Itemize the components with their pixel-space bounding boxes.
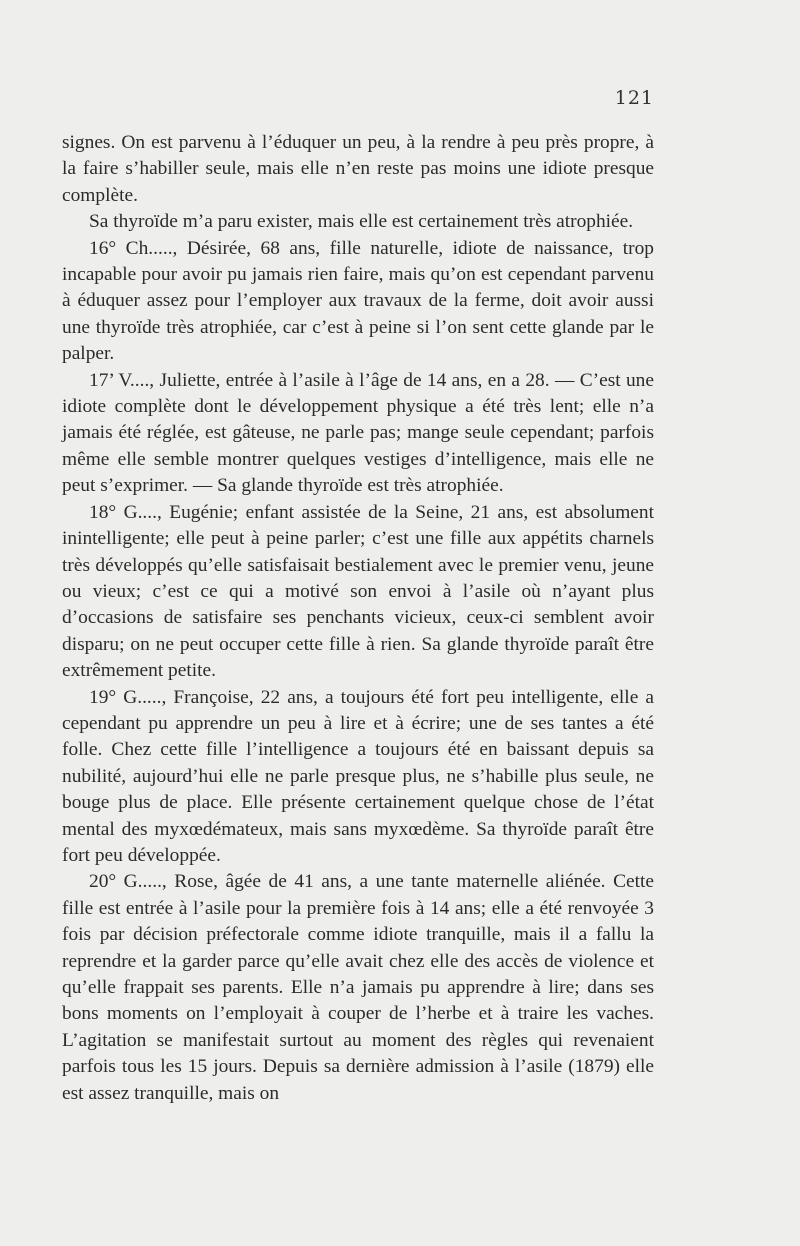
paragraph-thyroid-note: Sa thyroïde m’a paru exister, mais elle est certainement très atrophiée.: [89, 211, 634, 233]
paragraph-case-18: 18° G...., Eugénie; enfant assistée de la Seine, 21 ans, est absolument inintelligente; elle peut à peine parler; c’est une fille aux appétits charnels très développés qu’elle satisfaisait bestialement avec le premier venu, jeune ou vieux; c’est ce qui a motivé son envoi à l’asile où n’ayant plus d’occasions de satisfaire ses penchants vicieux, ceux-ci semblent avoir disparu; on ne peut occuper cette fille à rien. Sa glande thyroïde paraît être extrêmement petite.: [62, 501, 654, 682]
paragraph-case-19: 19° G....., Françoise, 22 ans, a toujours été fort peu intelligente, elle a cependant pu apprendre un peu à lire et à écrire; une de ses tantes a été folle. Chez cette fille l’intelligence a toujours été en baissant depuis sa nubilité, aujourd’hui elle ne parle presque plus, ne s’habille plus seule, ne bouge plus de place. Elle présente certainement quelque chose de l’état mental des myxœdémateux, mais sans myxœdème. Sa thyroïde paraît être fort peu développée.: [62, 686, 654, 866]
paragraph-continuation: signes. On est parvenu à l’éduquer un peu, à la rendre à peu près propre, à la faire s’habiller seule, mais elle n’en reste pas moins une idiote presque complète.: [62, 132, 654, 206]
paragraph-case-16: 16° Ch....., Désirée, 68 ans, fille naturelle, idiote de naissance, trop incapable pour avoir pu jamais rien faire, mais qu’on est cependant parvenu à éduquer assez pour l’employer aux travaux de la ferme, doit avoir aussi une thyroïde très atrophiée, car c’est à peine si l’on sent cette glande par le palper.: [62, 237, 654, 365]
paragraph-case-20: 20° G....., Rose, âgée de 41 ans, a une tante maternelle aliénée. Cette fille est entrée à l’asile pour la première fois à 14 ans; elle a été renvoyée 3 fois par décision préfectorale comme idiote tranquille, mais il a fallu la reprendre et la garder parce qu’elle avait chez elle des accès de violence et qu’elle frappait ses parents. Elle n’a jamais pu apprendre à lire; dans ses bons moments on l’employait à couper de l’herbe et à traire les vaches. L’agitation se manifestait surtout au moment des règles qui revenaient parfois tous les 15 jours. Depuis sa dernière admission à l’asile (1879) elle est assez tranquille, mais on: [62, 871, 654, 1104]
page-number: 121: [614, 87, 654, 109]
paragraph-case-17: 17’ V...., Juliette, entrée à l’asile à l’âge de 14 ans, en a 28. — C’est une idiote complète dont le développement physique a été très lent; elle n’a jamais été réglée, est gâteuse, ne parle pas; mange seule cependant; parfois même elle semble montrer quelques vestiges d’intelligence, mais elle ne peut s’exprimer. — Sa glande thyroïde est très atrophiée.: [62, 369, 654, 497]
body-text: [62, 130, 654, 1107]
